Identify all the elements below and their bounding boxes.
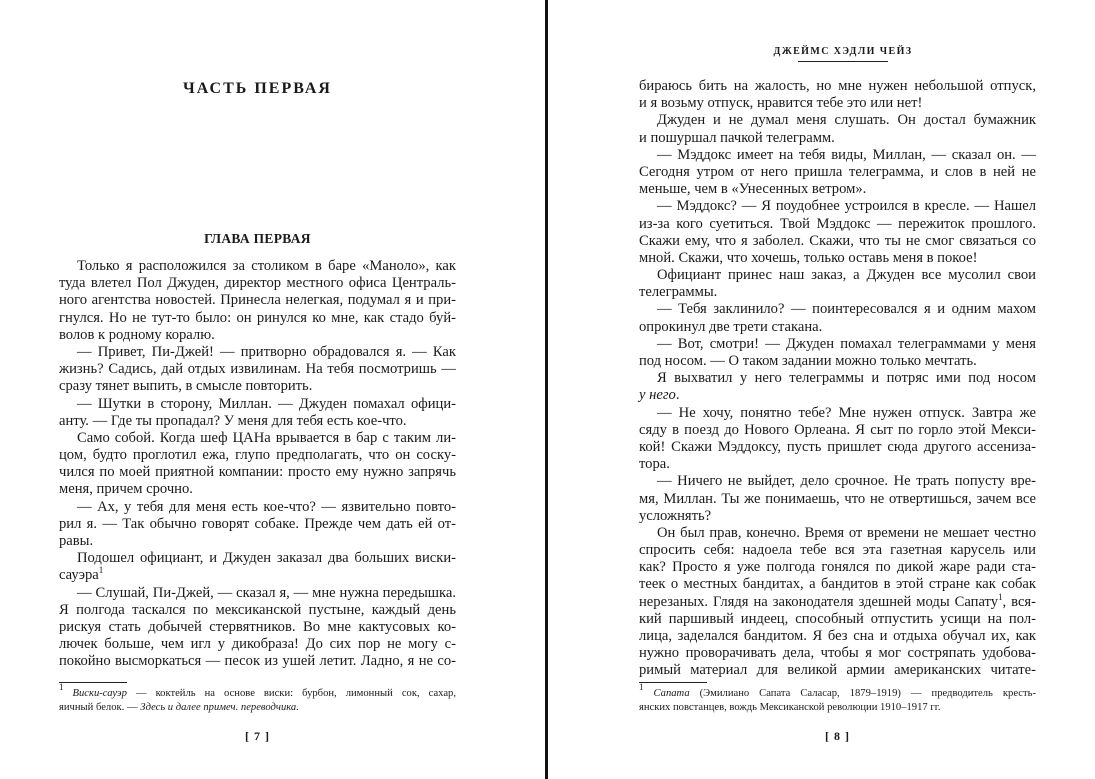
left-footnote: [59, 682, 456, 715]
text-line: [639, 542, 1036, 559]
text-line: [639, 112, 1036, 129]
line-text: Джуден и не думал меня слушать. Он достал бумажник: [657, 112, 1036, 129]
line-text: сяду в поезд до Нового Орлеана. Я сыт по горло этой Мекси-: [639, 421, 1036, 438]
text-line: [59, 682, 456, 701]
text-line: [639, 405, 1036, 422]
line-text: усложнять?: [639, 507, 712, 524]
text-line: [639, 682, 1036, 701]
line-text: Я выхватил у него телеграммы и потряс ими под носом: [657, 370, 1036, 387]
line-text: лючек больше, чем игл у дикобраза! До сих пор не могу с-: [59, 636, 456, 653]
line-text: Сегодня утром от него пришла телеграмма, и слов в ней не: [639, 163, 1036, 180]
line-text: Только я расположился за столиком в баре «Маноло», как: [77, 258, 456, 274]
line-text: нерезаных. Глядя на законодателя здешней моды Сапату: [639, 593, 999, 610]
line-text: — коктейль на основе виски: бурбон, лимонный сок, сахар,: [126, 688, 456, 699]
right-page: [548, 0, 1095, 779]
line-text: — Мэддокс? — Я поудобнее устроился в кресле. — Нашел: [657, 198, 1036, 215]
text-line: [639, 95, 1036, 112]
footnote-rule: [59, 682, 127, 683]
line-text: меня, причем срочно.: [59, 481, 193, 498]
line-text: чился по моей приятной компании: просто ему нужно запрячь: [59, 464, 456, 481]
line-text: — Слушай, Пи-Джей, — сказал я, — мне нужна передышка.: [77, 584, 456, 601]
line-text: из-за кого суетиться. Твой Мэддокс — пережиток прошлого.: [639, 215, 1036, 232]
text-line: [639, 198, 1036, 215]
line-text: Официант принес наш заказ, а Джуден все мусолил свои: [657, 267, 1036, 284]
text-line: [59, 396, 456, 413]
line-text: тора.: [639, 456, 670, 473]
line-text: — Вот, смотри! — Джуден помахал телеграммами у меня: [657, 335, 1036, 352]
line-text: римый материал для великой армии американских читате-: [639, 662, 1036, 679]
line-text: Подошел официант, и Джуден заказал два больших виски-: [77, 550, 456, 567]
line-text: туда влетел Пол Джуден, директор местного офиса Централь-: [59, 275, 456, 292]
line-text: под носом. — О таком задании можно только мечтать.: [639, 353, 977, 369]
line-text: мной. Скажи, что хочешь, только оставь меня в покое!: [639, 249, 978, 266]
text-line: [639, 216, 1036, 233]
text-line: [639, 353, 1036, 370]
line-text: как? Просто я уже полгода гонялся по дикой жаре ради ста-: [639, 559, 1036, 576]
page-number-right: [ 8 ]: [825, 729, 850, 743]
italic-text: Виски-сауэр: [72, 688, 127, 699]
line-text: анту. — Где ты пропадал? У меня для тебя есть кое-что.: [59, 412, 407, 429]
footnote-ref: 1: [998, 591, 1003, 602]
italic-text: Сапата: [653, 688, 690, 699]
line-text: .: [675, 387, 680, 404]
text-line: [639, 662, 1036, 679]
text-line: [639, 130, 1036, 147]
line-text: опрокинул две трети стакана.: [639, 318, 823, 335]
text-line: [639, 267, 1036, 284]
text-line: [59, 636, 456, 653]
line-text: ного агентства новостей. Принесла нелегкая, подумал я и при-: [59, 292, 456, 309]
right-footnote: [639, 682, 1036, 715]
text-line: [639, 628, 1036, 645]
line-text: кой! Скажи Мэддоксу, пусть пришлет сюда другого ассениза-: [639, 438, 1036, 455]
left-body-text: [59, 258, 456, 671]
text-line: [59, 481, 456, 498]
text-line: [59, 516, 456, 533]
line-text: теек о местных бандитах, а бандитов в этой стране как собак: [639, 576, 1036, 593]
footnote-marker: 1: [639, 682, 644, 692]
text-line: [639, 491, 1036, 508]
text-line: [639, 422, 1036, 439]
text-line: [639, 301, 1036, 318]
line-text: гнулся. Но не тут-то было: он ринулся ко мне, как стадо буй-: [59, 309, 456, 326]
text-line: [639, 576, 1036, 593]
line-text: спросить себя: надоела тебе вся эта газетная карусель или: [639, 542, 1036, 559]
text-line: [639, 611, 1036, 628]
line-text: яичный белок. —: [59, 702, 141, 714]
line-text: рил я. — Так обычно говорят собаке. Прежде чем дать ей от-: [59, 515, 456, 532]
line-text: Само собой. Когда шеф ЦАНа врывается в бар с таким ли-: [77, 429, 456, 446]
running-head: ДЖЕЙМС ХЭДЛИ ЧЕЙЗ: [773, 46, 913, 57]
text-line: [639, 336, 1036, 353]
text-line: [59, 533, 456, 550]
line-text: меньше, чем в «Унесенных ветром».: [639, 181, 867, 198]
line-text: сауэра: [59, 567, 99, 584]
line-text: бираюсь бить на жалость, но мне нужен небольшой отпуск,: [639, 78, 1036, 94]
text-line: [639, 319, 1036, 336]
text-line: [59, 550, 456, 567]
text-line: [59, 619, 456, 636]
text-line: [59, 567, 456, 584]
text-line: [639, 387, 1036, 404]
text-line: [639, 591, 1036, 611]
line-text: нужно проворачивать дела, чтобы я мог состряпать удобова-: [639, 645, 1036, 662]
line-text: — Шутки в сторону, Миллан. — Джуден помахал офици-: [77, 395, 456, 412]
line-text: Он был прав, конечно. Время от времени не мешает честно: [657, 524, 1036, 541]
text-line: [639, 456, 1036, 473]
italic-text: Здесь и далее примеч. переводчика.: [140, 702, 299, 714]
text-line: [59, 413, 456, 430]
text-line: [59, 327, 456, 344]
line-text: — Тебя заклинило? — поинтересовался я и одним махом: [657, 301, 1036, 318]
line-text: волов к родному коралю.: [59, 326, 215, 343]
line-text: рискуя стать добычей стервятников. Во мне кактусовых ко-: [59, 618, 456, 635]
line-text: — Привет, Пи-Джей! — притворно обрадовался я. — Как: [77, 343, 456, 360]
running-head-rule: [798, 61, 888, 62]
line-text: Я полгода таскался по мексиканской пустыне, каждый день: [59, 601, 456, 618]
page-number-left: [ 7 ]: [245, 729, 270, 743]
part-title: ЧАСТЬ ПЕРВАЯ: [183, 80, 332, 97]
text-line: [639, 370, 1036, 387]
text-line: [59, 585, 456, 602]
text-line: [59, 258, 456, 275]
line-text: — Ах, у тебя для меня есть кое-что? — язвительно повто-: [77, 498, 456, 515]
line-text: мя, Миллан. Ты же понимаешь, что не отвертишься, зачем все: [639, 490, 1036, 507]
text-line: [59, 464, 456, 481]
line-text: жизнь? Садись, дай отдых извилинам. На тебя посмотришь —: [59, 361, 456, 378]
right-body-text: [639, 78, 1036, 680]
line-text: — Ничего не выйдет, дело срочное. Не трать попусту вре-: [657, 473, 1036, 490]
line-text: Скажи ему, что я заболел. Скажи, что ты не смог связаться со: [639, 232, 1036, 249]
left-page: [0, 0, 545, 779]
italic-text: у него: [639, 387, 676, 404]
text-line: [59, 378, 456, 395]
line-text: кий паршивый индеец, способный отпустить усищи на пол-: [639, 610, 1036, 627]
text-line: [639, 559, 1036, 576]
line-text: цом, будто проглотил ежа, глупо предполагать, что он соску-: [59, 447, 456, 464]
line-text: сразу тянет выпить, в смысле повторить.: [59, 378, 313, 395]
line-text: и пошуршал пачкой телеграмм.: [639, 129, 835, 146]
text-line: [639, 181, 1036, 198]
text-line: [639, 78, 1036, 95]
text-line: [639, 284, 1036, 301]
text-line: [639, 147, 1036, 164]
text-line: [639, 439, 1036, 456]
text-line: [59, 653, 456, 670]
line-text: (Эмилиано Сапата Саласар, 1879–1919) — предводитель кресть-: [689, 688, 1036, 699]
footnote-ref: 1: [98, 565, 104, 576]
line-text: покойно высморкаться — песок из ушей летит. Ладно, я не со-: [59, 653, 456, 670]
text-line: [639, 250, 1036, 267]
text-line: [639, 164, 1036, 181]
line-text: — Не хочу, понятно тебе? Мне нужен отпуск. Завтра же: [657, 404, 1036, 421]
text-line: [59, 499, 456, 516]
footnote-rule: [639, 682, 707, 683]
line-text: равы.: [59, 533, 94, 549]
text-line: [59, 447, 456, 464]
line-text: и я возьму отпуск, нравится тебе это или нет!: [639, 95, 923, 112]
text-line: [59, 430, 456, 447]
text-line: [59, 310, 456, 327]
line-text: янских повстанцев, вождь Мексиканской революции 1910–1917 гг.: [639, 702, 941, 714]
line-text: — Мэддокс имеет на тебя виды, Миллан, — сказал он. —: [657, 146, 1036, 163]
line-text: телеграммы.: [639, 284, 718, 301]
text-line: [59, 602, 456, 619]
text-line: [59, 701, 456, 715]
text-line: [639, 701, 1036, 715]
text-line: [59, 275, 456, 292]
footnote-marker: 1: [59, 682, 64, 692]
text-line: [59, 292, 456, 309]
text-line: [639, 645, 1036, 662]
line-text: , вся-: [1002, 593, 1036, 610]
text-line: [59, 361, 456, 378]
chapter-title: ГЛАВА ПЕРВАЯ: [204, 231, 311, 246]
text-line: [59, 344, 456, 361]
text-line: [639, 508, 1036, 525]
text-line: [639, 473, 1036, 490]
text-line: [639, 233, 1036, 250]
line-text: лица, заделался бандитом. Я без сна и отдыха обучал их, как: [639, 628, 1036, 644]
text-line: [639, 525, 1036, 542]
